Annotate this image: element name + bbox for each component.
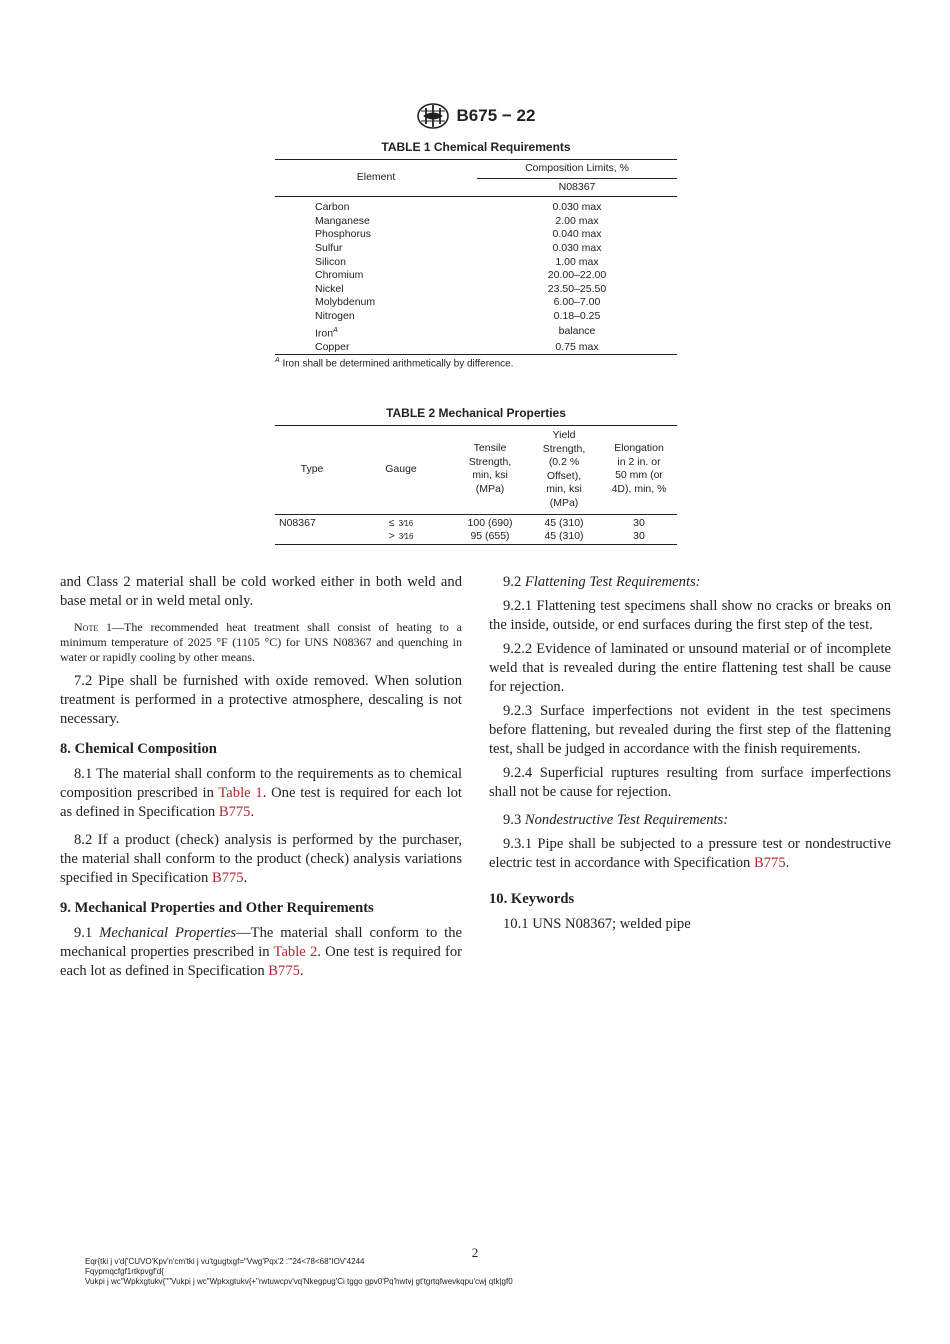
yield-cell: 45 (310) xyxy=(544,516,584,529)
table2-row xyxy=(275,530,677,544)
table-2-link[interactable]: Table 2 xyxy=(273,944,318,960)
table1-header-element: Element xyxy=(275,160,477,197)
footnote-text: Iron shall be determined arithmetically by difference. xyxy=(279,358,514,370)
paragraph-8-2 xyxy=(60,831,462,888)
gauge-symbol: > xyxy=(388,530,395,543)
header-line: 4D), min, % xyxy=(611,482,667,495)
header-line: (MPa) xyxy=(549,496,579,509)
header-line: Strength, xyxy=(468,455,512,468)
element-name xyxy=(275,269,477,283)
header-line: min, ksi xyxy=(546,483,582,496)
text: 8.2 If a product (check) analysis is performed by the purchaser, the material shall conform to the product (check) analysis variations specified in Specification xyxy=(60,832,462,886)
b775-link[interactable]: B775 xyxy=(268,963,300,979)
header-line: Strength, xyxy=(542,442,586,455)
text: 8.1 The material shall conform to the requirements as to chemical composition prescribed in xyxy=(60,766,462,801)
element-name xyxy=(275,324,477,341)
gauge-fraction: 3⁄16 xyxy=(398,532,414,542)
element-name xyxy=(275,215,477,229)
table1-chemical-requirements xyxy=(275,159,677,355)
subsection-title: Flattening Test Requirements: xyxy=(524,574,701,590)
table1-row xyxy=(275,296,677,310)
type-cell: N08367 xyxy=(279,516,316,529)
element-label: Nickel xyxy=(315,282,344,295)
element-label: Carbon xyxy=(315,201,350,214)
section-9-heading: 9. Mechanical Properties and Other Requirements xyxy=(60,900,374,916)
b775-link[interactable]: B775 xyxy=(754,855,786,871)
footer-line-3: Vukpi j wc"Wpkxgtukv{""Vukpi j wc"Wpkxgtukv{+"rwtuwcpv'vq'Nkegpug'Ci tggo gpv0'Pq'hwtvj gt'tgrtqfwevkqpu'cwj qtk|gf0 xyxy=(85,1277,513,1286)
text: . xyxy=(250,804,255,820)
type-cell xyxy=(275,530,349,544)
b775-link[interactable]: B775 xyxy=(218,804,251,820)
table1-row xyxy=(275,256,677,270)
paragraph-9-3-1 xyxy=(489,835,891,873)
text: . xyxy=(785,855,790,871)
yield-cell: 45 (310) xyxy=(544,530,584,543)
header-line: (MPa) xyxy=(475,482,505,495)
elongation-cell: 30 xyxy=(633,516,645,529)
table2-header-gauge: Gauge xyxy=(349,426,453,515)
text: . One test is required for each lot as defined in Specification xyxy=(60,785,462,820)
gauge-cell xyxy=(349,530,453,544)
paragraph-9-2-2: 9.2.2 Evidence of laminated or unsound material or of incomplete weld that is revealed during the entire flattening test shall be cause for rejection. xyxy=(489,641,891,695)
composition-value: 0.030 max xyxy=(552,201,602,214)
composition-value: 1.00 max xyxy=(555,255,599,268)
paragraph-8-1 xyxy=(60,765,462,822)
text: . One test is required for each lot as defined in Specification xyxy=(60,944,462,979)
gauge-symbol: ≤ xyxy=(388,516,395,529)
section-8-heading: 8. Chemical Composition xyxy=(60,741,217,757)
header-line: Elongation xyxy=(614,442,664,455)
tensile-cell: 95 (655) xyxy=(470,530,510,543)
table2-title: TABLE 2 Mechanical Properties xyxy=(386,406,566,420)
element-label: Phosphorus xyxy=(315,228,372,241)
header-line: 50 mm (or xyxy=(615,469,663,482)
table2-header-elongation xyxy=(601,426,677,515)
element-label: Manganese xyxy=(315,214,370,227)
footer-line-2: Fqypmqcfgf1rtkpvgf'd{ xyxy=(85,1267,164,1276)
table-1-link[interactable]: Table 1 xyxy=(218,785,263,801)
b775-link[interactable]: B775 xyxy=(211,870,244,886)
text: . xyxy=(243,870,248,886)
text: 9.3.1 Pipe shall be subjected to a pressure test or nondestructive electric test in accordance with Specification xyxy=(489,836,891,871)
paragraph-10-1: 10.1 UNS N08367; welded pipe xyxy=(503,916,691,932)
table1-header-composition: Composition Limits, % xyxy=(477,160,677,179)
text: . xyxy=(299,963,304,979)
table2-header-tensile xyxy=(453,426,527,515)
subsection-title: Nondestructive Test Requirements: xyxy=(524,812,729,828)
text: 9.3 xyxy=(503,812,525,828)
table1-row xyxy=(275,242,677,256)
gauge-fraction: 3⁄16 xyxy=(398,518,414,528)
header-line: Offset), xyxy=(546,469,582,482)
header-line: in 2 in. or xyxy=(617,455,661,468)
paragraph-9-3 xyxy=(489,811,891,830)
table2-mechanical-properties xyxy=(275,425,677,545)
paragraph-continued: and Class 2 material shall be cold worked either in both weld and base metal or in weld metal only. xyxy=(60,574,462,609)
paragraph-9-2-4: 9.2.4 Superficial ruptures resulting from surface imperfections shall not be cause for rejection. xyxy=(489,765,891,800)
element-name xyxy=(275,256,477,270)
table1-row xyxy=(275,310,677,324)
header-line: min, ksi xyxy=(472,469,508,482)
header-line: Yield xyxy=(552,429,576,441)
table2-header-yield xyxy=(527,426,601,515)
page-header xyxy=(0,102,950,130)
table1-footnote xyxy=(275,357,514,369)
element-label: Copper xyxy=(315,340,350,353)
element-name xyxy=(275,341,477,355)
element-label: Iron xyxy=(315,327,334,340)
table1-row xyxy=(275,324,677,341)
note-label: Note xyxy=(74,620,99,634)
element-name xyxy=(275,296,477,310)
text: —The material shall conform to the mechanical properties prescribed in xyxy=(60,925,463,960)
footnote-mark: A xyxy=(275,357,280,364)
composition-value: 23.50–25.50 xyxy=(547,282,607,295)
footer-line-1: Eqr{tki j v'd{'CUVO'Kpv'n'cm'tki j vu'tgugtxgf="Vwg'Pqx'2 :'"24<78<68"IOV'4244 xyxy=(85,1257,365,1266)
left-column xyxy=(60,573,462,986)
table1-row xyxy=(275,197,677,215)
element-name xyxy=(275,197,477,215)
gauge-cell xyxy=(349,514,453,530)
table1-row xyxy=(275,341,677,355)
table1-row xyxy=(275,228,677,242)
paragraph-7-2: 7.2 Pipe shall be furnished with oxide removed. When solution treatment is performed in a protective atmosphere, descaling is not necessary. xyxy=(60,673,462,727)
note-1 xyxy=(60,620,462,665)
table1-header-uns: N08367 xyxy=(477,178,677,197)
composition-value: 0.030 max xyxy=(552,241,602,254)
composition-value: balance xyxy=(558,325,596,338)
section-10-heading: 10. Keywords xyxy=(489,891,575,907)
table2-row xyxy=(275,514,677,530)
table2-header-type: Type xyxy=(275,426,349,515)
document-id: B675 − 22 xyxy=(456,106,536,125)
composition-value: 0.75 max xyxy=(555,340,599,353)
header-line: Tensile xyxy=(473,442,507,455)
page-number: 2 xyxy=(471,1245,479,1260)
header-line: (0.2 % xyxy=(548,456,580,469)
element-label: Sulfur xyxy=(315,241,343,254)
element-name xyxy=(275,310,477,324)
table1-row xyxy=(275,269,677,283)
element-name xyxy=(275,228,477,242)
elongation-cell: 30 xyxy=(633,530,645,543)
element-label: Chromium xyxy=(315,269,364,282)
paragraph-9-2 xyxy=(489,573,891,592)
astm-logo-icon xyxy=(415,102,451,130)
element-label: Nitrogen xyxy=(315,309,355,322)
subsection-title: Mechanical Properties xyxy=(99,925,237,941)
composition-value: 6.00–7.00 xyxy=(553,296,601,309)
composition-value: 0.18–0.25 xyxy=(553,309,601,322)
element-label: Silicon xyxy=(315,255,346,268)
note-text: —The recommended heat treatment shall consist of heating to a minimum temperature of 2025 °F (1105 °C) for UNS N08367 and quenching in water or rapidly cooling by other means. xyxy=(60,620,462,664)
paragraph-9-1 xyxy=(60,924,462,981)
right-column xyxy=(489,573,891,939)
composition-value: 0.040 max xyxy=(552,228,602,241)
table1-row xyxy=(275,283,677,297)
table1-title: TABLE 1 Chemical Requirements xyxy=(381,140,571,154)
element-label: Molybdenum xyxy=(315,296,376,309)
text: 9.1 xyxy=(74,925,100,941)
element-name xyxy=(275,283,477,297)
tensile-cell: 100 (690) xyxy=(467,516,513,529)
note-number: 1 xyxy=(98,620,113,634)
paragraph-9-2-1: 9.2.1 Flattening test specimens shall show no cracks or breaks on the inside, outside, or end surfaces during the first step of the test. xyxy=(489,598,891,633)
text: 9.2 xyxy=(503,574,525,590)
composition-value: 20.00–22.00 xyxy=(547,269,607,282)
footnote-mark: A xyxy=(333,326,338,334)
composition-value: 2.00 max xyxy=(555,214,599,227)
paragraph-9-2-3: 9.2.3 Surface imperfections not evident in the test specimens before flattening, but revealed during the first step of the flattening test, shall be judged in accordance with the finish requirements. xyxy=(489,703,891,757)
table1-row xyxy=(275,215,677,229)
element-name xyxy=(275,242,477,256)
